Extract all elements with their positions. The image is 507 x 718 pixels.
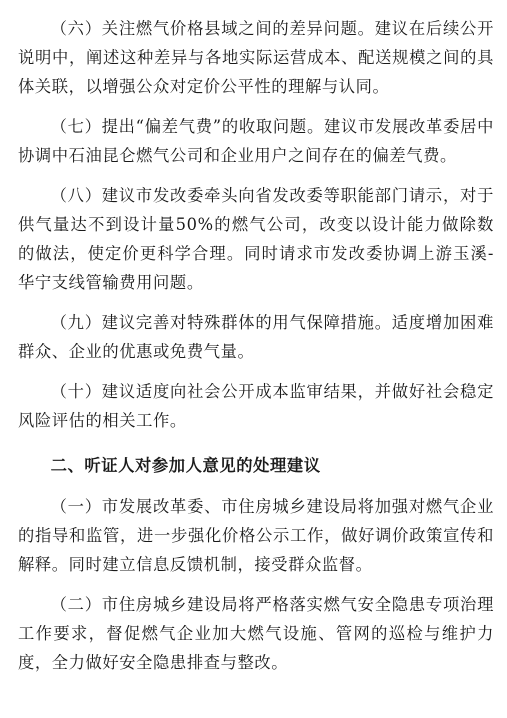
paragraph-b1: （一）市发展改革委、市住房城乡建设局将加强对燃气企业的指导和监管，进一步强化价格公示工作，做好调价政策宣传和解释。同时建立信息反馈机制，接受群众监督。 — [18, 497, 494, 574]
paragraph-9: （九）建议完善对特殊群体的用气保障措施。适度增加困难群众、企业的优惠或免费气量。 — [18, 313, 494, 361]
paragraph-6: （六）关注燃气价格县域之间的差异问题。建议在后续公开说明中，阐述这种差异与各地实际运营成本、配送规模之间的具体关联，以增强公众对定价公平性的理解与认同。 — [18, 19, 494, 96]
section-heading: 二、听证人对参加人意见的处理建议 — [50, 456, 321, 475]
paragraph-8: （八）建议市发改委牵头向省发改委等职能部门请示，对于供气量达不到设计量50%的燃气公司，改变以设计能力做除数的做法，使定价更科学合理。同时请求市发改委协调上游玉溪-华宁支线管输费用问题。 — [18, 186, 494, 292]
paragraph-b2: （二）市住房城乡建设局将严格落实燃气安全隐患专项治理工作要求，督促燃气企业加大燃气设施、管网的巡检与维护力度，全力做好安全隐患排查与整改。 — [18, 595, 494, 672]
paragraph-7: （七）提出“偏差气费”的收取问题。建议市发展改革委居中协调中石油昆仑燃气公司和企业用户之间存在的偏差气费。 — [18, 117, 494, 165]
document-page — [18, 14, 494, 688]
paragraph-10: （十）建议适度向社会公开成本监审结果，并做好社会稳定风险评估的相关工作。 — [18, 382, 494, 430]
